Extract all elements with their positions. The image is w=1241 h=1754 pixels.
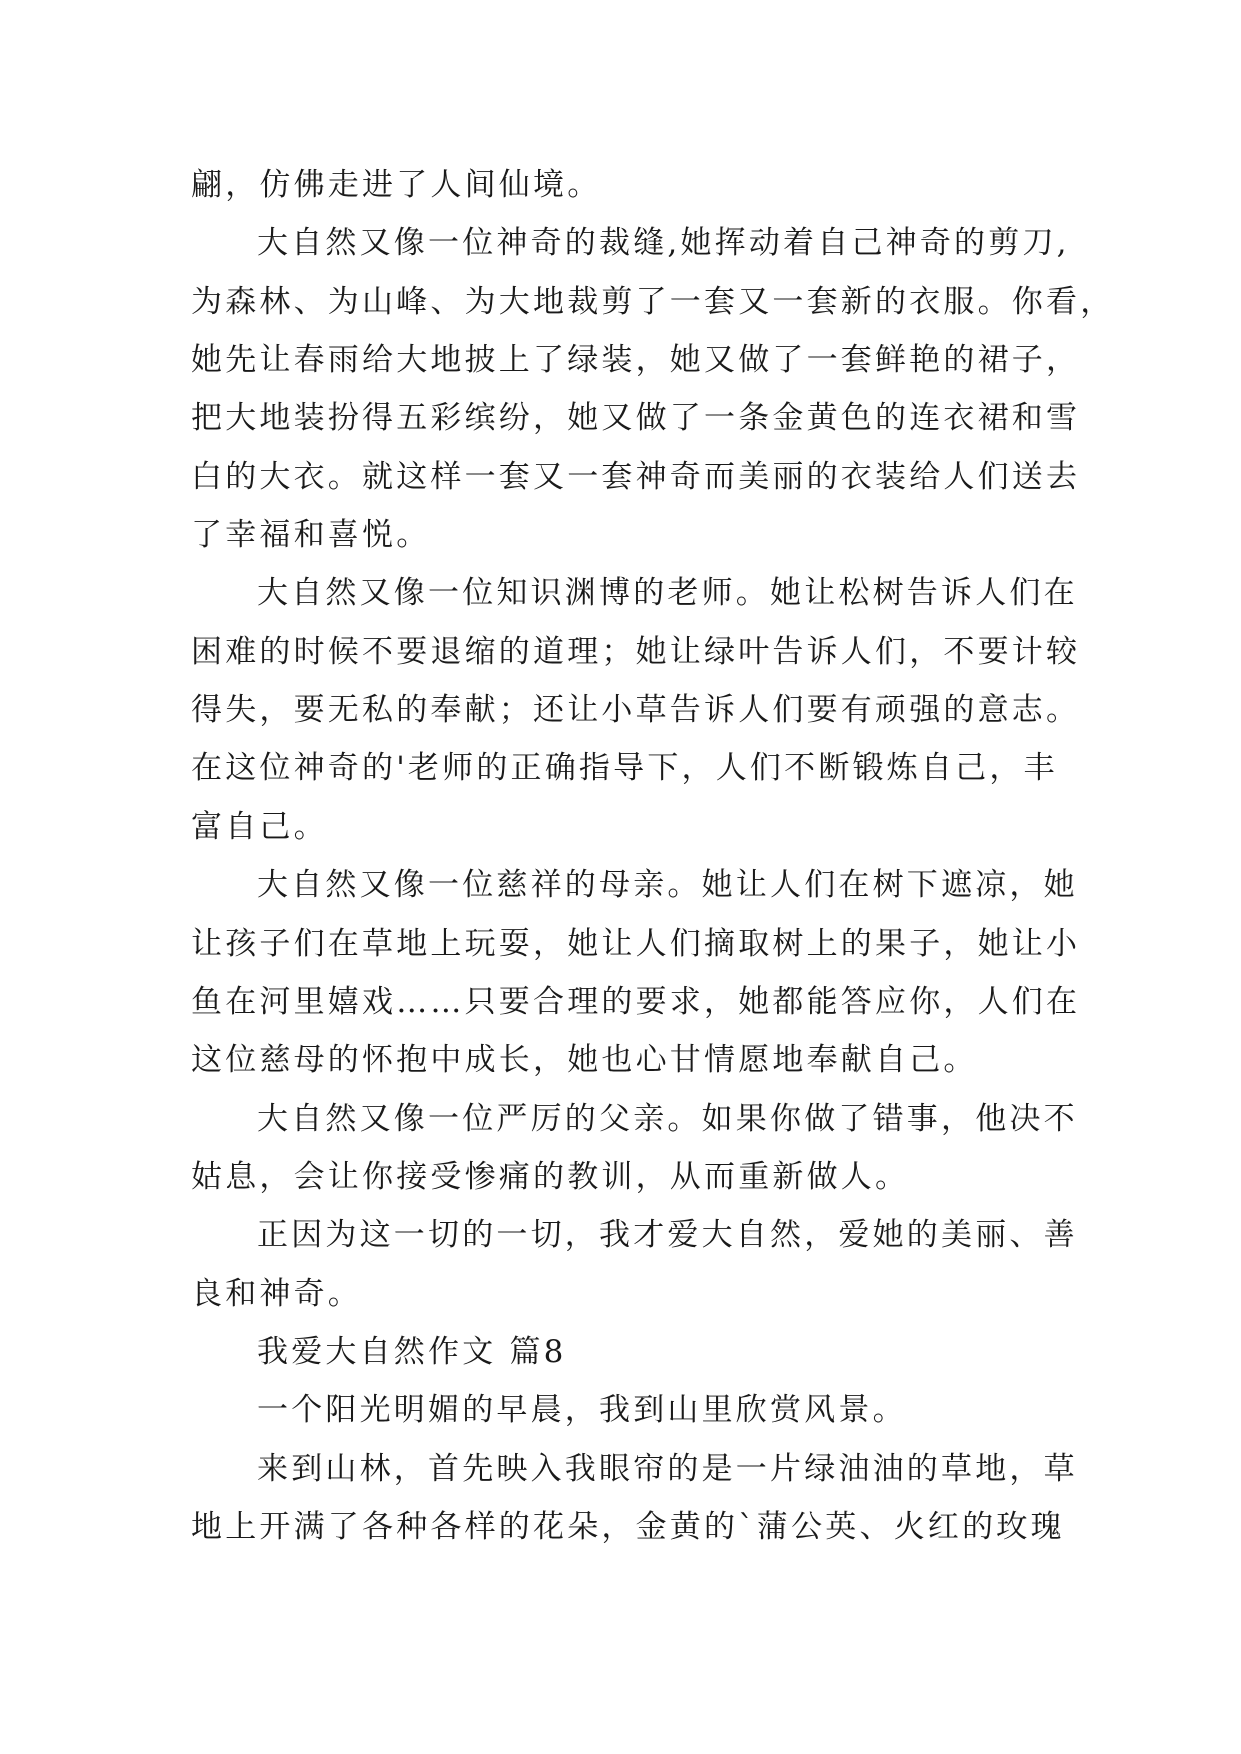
text-line: 困难的时候不要退缩的道理；她让绿叶告诉人们，不要计较 [191, 634, 1081, 670]
text-line: 白的大衣。就这样一套又一套神奇而美丽的衣装给人们送去 [191, 459, 1081, 495]
text-line: 大自然又像一位知识渊博的老师。她让松树告诉人们在 [257, 575, 1078, 611]
text-line: 姑息，会让你接受惨痛的教训，从而重新做人。 [191, 1159, 910, 1195]
text-line: 了幸福和喜悦。 [191, 517, 431, 553]
text-line: 地上开满了各种各样的花朵，金黄的`蒲公英、火红的玫瑰 [191, 1509, 1065, 1545]
text-line: 鱼在河里嬉戏……只要合理的要求，她都能答应你，人们在 [191, 984, 1081, 1020]
text-line: 为森林、为山峰、为大地裁剪了一套又一套新的衣服。你看， [191, 284, 1115, 320]
text-line: 翩，仿佛走进了人间仙境。 [191, 167, 602, 203]
text-line: 让孩子们在草地上玩耍，她让人们摘取树上的果子，她让小 [191, 926, 1081, 962]
text-line: 这位慈母的怀抱中成长，她也心甘情愿地奉献自己。 [191, 1042, 978, 1078]
text-line: 在这位神奇的'老师的正确指导下，人们不断锻炼自己，丰 [191, 750, 1058, 786]
text-line: 大自然又像一位神奇的裁缝,她挥动着自己神奇的剪刀, [257, 225, 1070, 261]
text-line: 得失，要无私的奉献；还让小草告诉人们要有顽强的意志。 [191, 692, 1081, 728]
text-line: 一个阳光明媚的早晨，我到山里欣赏风景。 [257, 1392, 907, 1428]
text-line: 她先让春雨给大地披上了绿装，她又做了一套鲜艳的裙子， [191, 342, 1081, 378]
text-line: 大自然又像一位慈祥的母亲。她让人们在树下遮凉，她 [257, 867, 1078, 903]
text-line: 富自己。 [191, 809, 328, 845]
text-line: 良和神奇。 [191, 1276, 362, 1312]
section-heading: 我爱大自然作文 篇8 [257, 1334, 567, 1370]
text-line: 来到山林，首先映入我眼帘的是一片绿油油的草地，草 [257, 1451, 1078, 1487]
text-line: 正因为这一切的一切，我才爱大自然，爱她的美丽、善 [257, 1217, 1078, 1253]
text-line: 大自然又像一位严厉的父亲。如果你做了错事，他决不 [257, 1101, 1078, 1137]
text-line: 把大地装扮得五彩缤纷，她又做了一条金黄色的连衣裙和雪 [191, 400, 1081, 436]
